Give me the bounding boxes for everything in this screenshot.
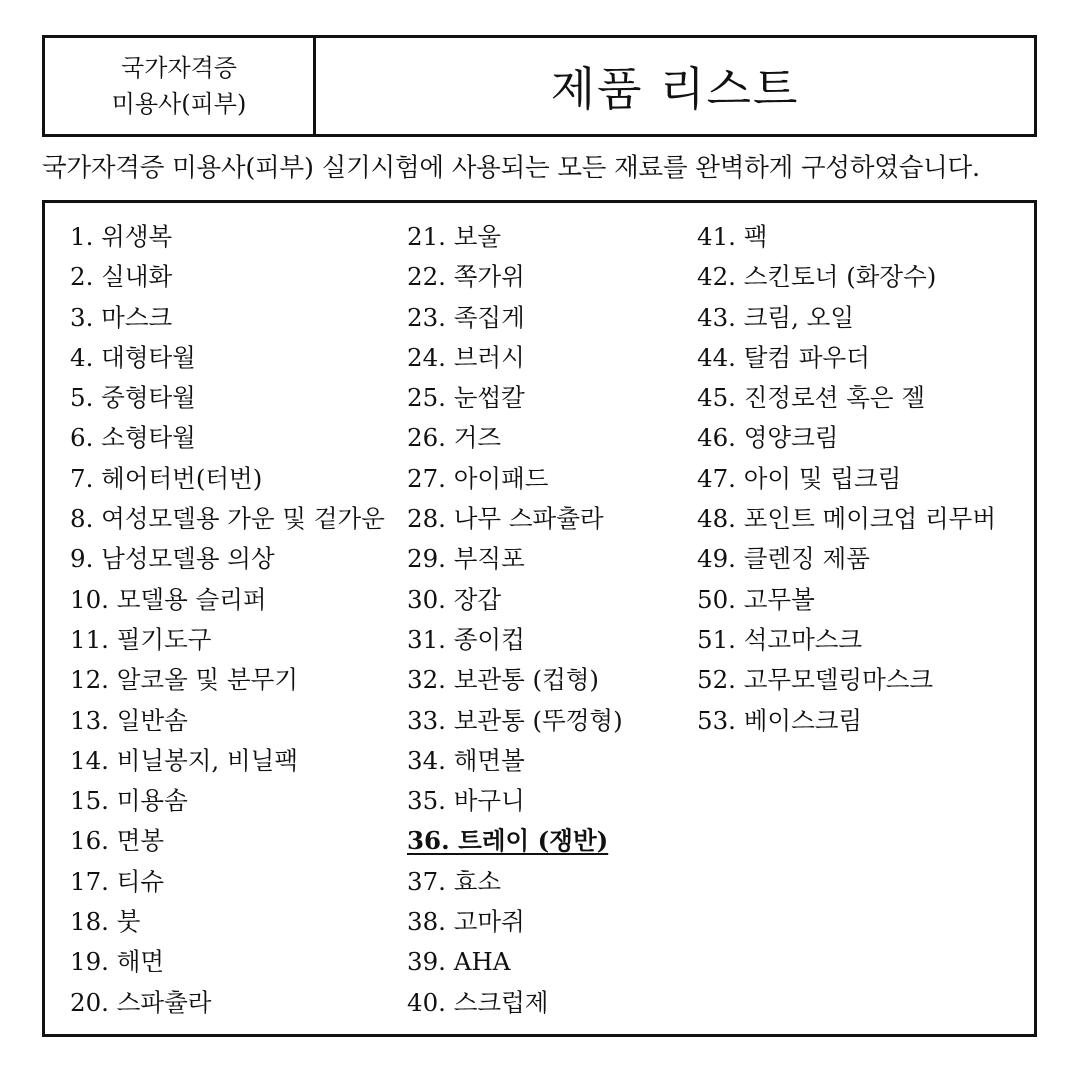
product-list-item: 6. 소형타월 — [70, 423, 196, 453]
product-list-item: 4. 대형타월 — [70, 342, 196, 372]
product-list-item: 36. 트레이 (쟁반) — [407, 826, 609, 856]
product-list-item: 3. 마스크 — [70, 302, 173, 332]
product-list-item: 25. 눈썹칼 — [407, 383, 525, 413]
product-column-2 — [407, 217, 623, 1023]
product-list-item: 53. 베이스크림 — [697, 705, 863, 735]
product-list-item: 47. 아이 및 립크림 — [697, 463, 902, 493]
product-list-box — [42, 200, 1037, 1037]
product-column-1 — [70, 217, 385, 1023]
product-list-item: 37. 효소 — [407, 866, 502, 896]
product-list-item: 17. 티슈 — [70, 866, 165, 896]
product-list-item: 33. 보관통 (뚜껑형) — [407, 705, 623, 735]
product-list-item: 32. 보관통 (컵형) — [407, 665, 599, 695]
product-list-item: 27. 아이패드 — [407, 463, 549, 493]
product-list-item: 14. 비닐봉지, 비닐팩 — [70, 745, 298, 775]
product-list-item: 16. 면봉 — [70, 826, 165, 856]
product-list-item: 20. 스파츌라 — [70, 987, 212, 1017]
product-list-item: 13. 일반솜 — [70, 705, 188, 735]
product-list-item: 5. 중형타월 — [70, 383, 196, 413]
product-list-item: 46. 영양크림 — [697, 423, 839, 453]
product-list-item: 11. 필기도구 — [70, 624, 212, 654]
product-list-item: 19. 해면 — [70, 947, 165, 977]
product-column-3 — [697, 217, 996, 741]
header-box — [42, 35, 1037, 137]
product-list-item: 23. 족집게 — [407, 302, 525, 332]
product-list-item: 18. 붓 — [70, 907, 141, 937]
product-list-item: 15. 미용솜 — [70, 786, 188, 816]
product-list-item: 22. 쪽가위 — [407, 262, 525, 292]
product-list-item: 43. 크림, 오일 — [697, 302, 854, 332]
product-list-item: 49. 클렌징 제품 — [697, 544, 870, 574]
subtitle: 국가자격증 미용사(피부) 실기시험에 사용되는 모든 재료를 완벽하게 구성하였습니다. — [42, 153, 980, 183]
product-list-item: 45. 진정로션 혹은 젤 — [697, 383, 925, 413]
product-list-item: 44. 탈컴 파우더 — [697, 342, 870, 372]
product-list-item: 38. 고마쥐 — [407, 907, 525, 937]
product-list-item: 2. 실내화 — [70, 262, 173, 292]
product-list-item: 26. 거즈 — [407, 423, 502, 453]
product-list-item: 41. 팩 — [697, 222, 768, 251]
product-list-item: 40. 스크럽제 — [407, 987, 549, 1017]
product-list-item: 7. 헤어터번(터번) — [70, 463, 263, 493]
header-category-line1: 국가자격증 — [121, 54, 237, 82]
product-list-item: 34. 해면볼 — [407, 745, 525, 775]
product-list-item: 21. 보울 — [407, 222, 502, 251]
product-list-item: 51. 석고마스크 — [697, 624, 863, 654]
header-category-line2: 미용사(피부) — [111, 90, 247, 118]
product-list-item: 10. 모델용 슬리퍼 — [70, 584, 267, 614]
product-list-item: 24. 브러시 — [407, 342, 525, 372]
header-category — [45, 38, 316, 134]
product-list-item: 50. 고무볼 — [697, 584, 815, 614]
page-title: 제품 리스트 — [550, 62, 800, 116]
product-list-item: 42. 스킨토너 (화장수) — [697, 262, 937, 292]
product-list-item: 35. 바구니 — [407, 786, 525, 816]
product-list-item: 29. 부직포 — [407, 544, 525, 574]
product-list-item: 12. 알코올 및 분무기 — [70, 665, 298, 695]
product-list-item: 30. 장갑 — [407, 584, 502, 614]
product-list-item: 39. AHA — [407, 947, 511, 977]
product-list-item: 31. 종이컵 — [407, 624, 525, 654]
product-list-item: 28. 나무 스파츌라 — [407, 504, 604, 534]
product-list-item: 48. 포인트 메이크업 리무버 — [697, 504, 996, 534]
product-list-item: 8. 여성모델용 가운 및 겉가운 — [70, 504, 385, 534]
product-list-item: 52. 고무모델링마스크 — [697, 665, 934, 695]
product-list-item: 9. 남성모델용 의상 — [70, 544, 275, 574]
product-list-item: 1. 위생복 — [70, 222, 173, 251]
